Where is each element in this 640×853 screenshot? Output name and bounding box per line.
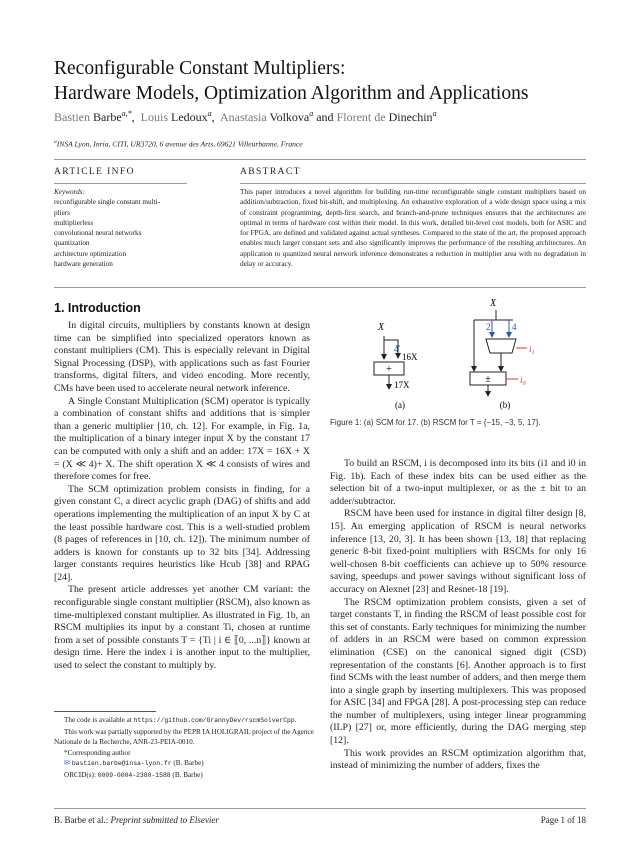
author-sup: a,* (121, 109, 132, 118)
paragraph: The present article addresses yet another CM variant: the reconfigurable single constant multiplier (RSCM), also known as time-multiplexed constant multiplier. As illustrated in Fig. 1b, an RSCM multiplies its input by a constant Ti, chosen at runtime from a set of possible constants T = {Ti | i ∈ ⟦0, ...n⟧} known at design time. Here the index i is another input to the multiplier, used to select the constant to multiply by. (54, 584, 310, 672)
keywords-block (54, 187, 187, 269)
author-last: Volkova (269, 110, 310, 124)
author-first: Anastasia (220, 110, 267, 124)
section-rule (54, 287, 586, 288)
left-column (54, 320, 310, 673)
keyword: pliers (54, 208, 70, 217)
orcid-link[interactable]: 0009-0004-2380-1588 (97, 771, 171, 779)
email-link[interactable]: bastien.barbe@insa-lyon.fr (71, 760, 172, 768)
fig-a-op: + (386, 364, 392, 375)
author-sup: a (309, 109, 314, 118)
article-info-rule (54, 183, 187, 184)
abstract-heading: ABSTRACT (240, 167, 301, 177)
author-sup: a (207, 109, 212, 118)
paragraph: In digital circuits, multipliers by constants known at design time can be simplified into specialized operators known as constant multipliers (CM). This is especially relevant in Digital Signal Processing (DSP), with applications such as fast Fourier transforms, digital filters, and video encoding. More recently, CMs have been used to accelerate neural network inference. (54, 320, 310, 394)
footnote-email: ✉ bastien.barbe@insa-lyon.fr (B. Barbe) (64, 759, 204, 768)
affiliation (54, 139, 303, 149)
paragraph: The SCM optimization problem consists in finding, for a given constant C, a direct acyclic graph (DAG) of shifts and add operations implementing the multiplication of an input X by C at the least possible hardware cost. This is a well-studied problem (8 pages of references in [10, ch. 12]). The minimum number of adders is known for constants up to 32 bits [34]. Addressing larger constants requires heuristics like Hcub [38] and RPAG [24]. (54, 483, 310, 583)
footnote-orcid: ORCID(s): 0009-0004-2380-1588 (B. Barbe) (64, 770, 203, 779)
section-heading: 1. Introduction (54, 301, 141, 315)
paper-title (54, 56, 594, 106)
author-first: Louis (140, 110, 168, 124)
author-last: Ledoux (171, 110, 208, 124)
figure-caption: Figure 1: (a) SCM for 17. (b) RSCM for T = {−15, −3, 5, 17}. (330, 418, 541, 427)
footnotes (54, 715, 324, 782)
keyword: reconfigurable single constant multi- (54, 198, 160, 207)
affiliation-sup: a (54, 139, 57, 145)
fig-a-input: X (378, 322, 385, 333)
fig-b-shift-1: 2 (486, 322, 491, 332)
keyword: architecture optimization (54, 249, 127, 258)
fig-b-mux (486, 339, 516, 353)
author-sup: a (432, 109, 437, 118)
fig-b-label: (b) (499, 400, 511, 410)
keywords-label: Keywords: (54, 188, 85, 196)
paragraph: A Single Constant Multiplication (SCM) operator is typically a combination of constant shifts and additions that is simpler than a generic multiplier [10, ch. 12]. For example, in Fig. 1a, the multiplication of a binary integer input X by the constant 17 can be computed with only a shift and an adder: 17X = 16X + X = (X ≪ 4)+ X. The shift operation X ≪ 4 consists of wires and therefore comes for free. (54, 395, 310, 483)
keyword: hardware generation (54, 260, 113, 269)
fig-b-sel-1: $i_1$ (529, 344, 535, 356)
author-last: Barbe (93, 110, 122, 124)
top-rule (54, 159, 586, 160)
fig-a-mid: 16X (402, 352, 418, 362)
abstract-text: This paper introduces a novel algorithm for building run-time reconfigurable single constant multipliers based on addition/subtraction, fixed bit-shift, and multiplexing. An exhaustive exploration of a wide design space using a mix of constraint programming, depth-first search, and branch-and-prune techniques ensures that the architectures are optimal in terms of hardware cost within their model. In this work, detailed bit-level cost models, both for ASIC and for FPGA, are defined and validated against actual syntheses. Compared to the state of the art, the proposed approach enables much larger constant sets and also significantly improves the performance of the resulting architectures. An application to quantized neural network inference demonstrates a reduction in multiplier area with no degradation in delay or accuracy. (240, 187, 586, 269)
author-first: Florent de (336, 110, 386, 124)
author-first: Bastien (54, 110, 90, 124)
right-column (330, 458, 586, 773)
footer-rule (54, 808, 586, 809)
footnote-rule (54, 711, 156, 712)
title-line-2: Hardware Models, Optimization Algorithm and Applications (54, 83, 529, 104)
fig-a-shift: 4 (394, 344, 399, 354)
figure-1a (374, 322, 418, 410)
keyword: multiplierless (54, 218, 94, 227)
article-info-heading: ARTICLE INFO (54, 167, 135, 177)
fig-b-input: X (490, 298, 497, 309)
author-last: Dinechin (388, 110, 433, 124)
footer-left: B. Barbe et al.: Preprint submitted to Elsevier (54, 815, 219, 825)
page-number: Page 1 of 18 (540, 815, 586, 825)
footnote-support: This work was partially supported by the PEPR IA HOLIGRAIL project of the Agence Nationale de la Recherche, ANR-23-PEIA-0010. (54, 727, 314, 747)
figure-1b (470, 298, 535, 410)
paragraph: RSCM have been used for instance in digital filter design [8, 15]. An emerging application of RSCM is neural networks inference [13, 20, 3]. It has been shown [13, 18] that replacing generic 8-bit fixed-point multipliers with RSCMs for only 16 well-chosen 8-bit coefficients can achieve up to 50% resource saving, speedups and power savings without significant loss of accuracy on Alexnet [23] and Resnet-18 [19]. (330, 508, 586, 595)
paragraph: To build an RSCM, i is decomposed into its bits (i1 and i0 in Fig. 1b). Each of these index bits can be used either as the selection bit of a two-input multiplexer, or as the ± bit to an adder/subtractor. (330, 458, 586, 507)
author-and: and (316, 110, 334, 124)
author-list: Bastien Barbe$^{a,*}$, Louis Ledoux$^a$, Anastasia Volkova$^a$ and Florent de Dinechin$^a$ (54, 109, 437, 124)
affiliation-text: INSA Lyon, Inria, CITI, UR3720, 6 avenue des Arts, 69621 Villeurbanne, France (56, 139, 303, 149)
footnote-code: The code is available at https://github.com/GrannyDev/rscmSolverCpp. (64, 716, 297, 724)
footnote-corresponding: *Corresponding author (64, 748, 131, 757)
keyword: convolutional neural networks (54, 229, 142, 238)
fig-b-op: ± (485, 374, 491, 385)
paragraph: This work provides an RSCM optimization algorithm that, instead of minimizing the number of adders, fixes the (330, 747, 586, 772)
code-url[interactable]: https://github.com/GrannyDev/rscmSolverCpp (133, 717, 295, 724)
fig-a-label: (a) (395, 400, 405, 410)
title-line-1: Reconfigurable Constant Multipliers: (54, 58, 346, 79)
abstract-rule (240, 183, 586, 184)
paragraph: The RSCM optimization problem consists, given a set of target constants T, in finding the RSCM of least possible cost for this set of constants. Early techniques for minimizing the number of adders in an RSCM were based on common expression elimination (CSE) on the canonical signed digit (CSD) representation of the constants [6]. Another approach is to first find SCMs with the least number of adders, and then merge them into a single graph by inserting multiplexers. This was proposed for ASIC [34] and FPGA [28]. A post-processing step can reduce the number of multiplexers, using integer linear programming (ILP) [27] or, more efficiently, during the DAG merging step [12]. (330, 596, 586, 747)
fig-b-shift-2: 4 (512, 322, 517, 332)
fig-b-sel-0: $i_0$ (520, 375, 526, 387)
envelope-icon: ✉ (64, 759, 71, 768)
figure-1 (330, 296, 600, 414)
fig-a-out: 17X (394, 380, 410, 390)
keyword: quantization (54, 239, 90, 248)
